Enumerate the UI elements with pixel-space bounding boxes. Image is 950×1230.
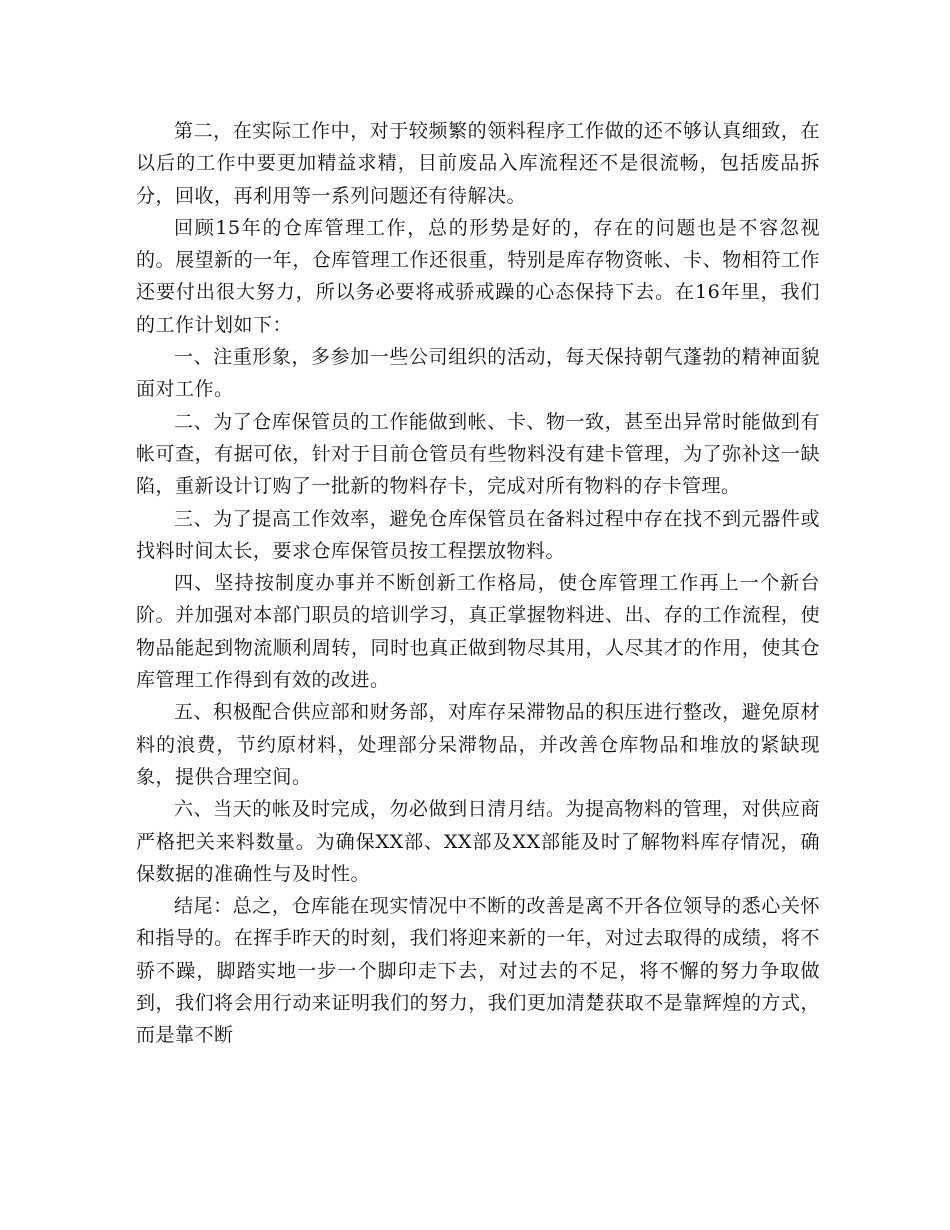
paragraph-review-and-outlook: 回顾15年的仓库管理工作，总的形势是好的，存在的问题也是不容忽视的。展望新的一年，仓库管理工作还很重，特别是库存物资帐、卡、物相符工作还要付出很大努力，所以务必要将戒骄戒躁的心态保持下去。在16年里，我们的工作计划如下： xyxy=(136,216,820,336)
paragraph-plan-item-6: 六、当天的帐及时完成，勿必做到日清月结。为提高物料的管理，对供应商严格把关来料数量。为确保XX部、XX部及XX部能及时了解物料库存情况，确保数据的准确性与及时性。 xyxy=(136,798,820,885)
paragraph-plan-item-4: 四、坚持按制度办事并不断创新工作格局，使仓库管理工作再上一个新台阶。并加强对本部门职员的培训学习，真正掌握物料进、出、存的工作流程，使物品能起到物流顺利周转，同时也真正做到物尽其用，人尽其才的作用，使其仓库管理工作得到有效的改进。 xyxy=(136,572,820,692)
paragraph-plan-item-2: 二、为了仓库保管员的工作能做到帐、卡、物一致，甚至出异常时能做到有帐可查，有据可依，针对于目前仓管员有些物料没有建卡管理，为了弥补这一缺陷，重新设计订购了一批新的物料存卡，完成对所有物料的存卡管理。 xyxy=(136,410,820,498)
paragraph-plan-item-3: 三、为了提高工作效率，避免仓库保管员在备料过程中存在找不到元器件或找料时间太长，要求仓库保管员按工程摆放物料。 xyxy=(136,507,820,562)
paragraph-plan-item-1: 一、注重形象，多参加一些公司组织的活动，每天保持朝气蓬勃的精神面貌面对工作。 xyxy=(136,346,820,401)
document-body xyxy=(136,115,820,1052)
paragraph-second-point: 第二，在实际工作中，对于较频繁的领料程序工作做的还不够认真细致，在以后的工作中要更加精益求精，目前废品入库流程还不是很流畅，包括废品拆分，回收，再利用等一系列问题还有待解决。 xyxy=(136,120,820,207)
paragraph-plan-item-5: 五、积极配合供应部和财务部，对库存呆滞物品的积压进行整改，避免原材料的浪费，节约原材料，处理部分呆滞物品，并改善仓库物品和堆放的紧缺现象，提供合理空间。 xyxy=(136,701,820,788)
paragraph-conclusion: 结尾：总之，仓库能在现实情况中不断的改善是离不开各位领导的悉心关怀和指导的。在挥手昨天的时刻，我们将迎来新的一年，对过去取得的成绩，将不骄不躁，脚踏实地一步一个脚印走下去，对过去的不足，将不懈的努力争取做到，我们将会用行动来证明我们的努力，我们更加清楚获取不是靠辉煌的方式，而是靠不断 xyxy=(136,895,820,1047)
